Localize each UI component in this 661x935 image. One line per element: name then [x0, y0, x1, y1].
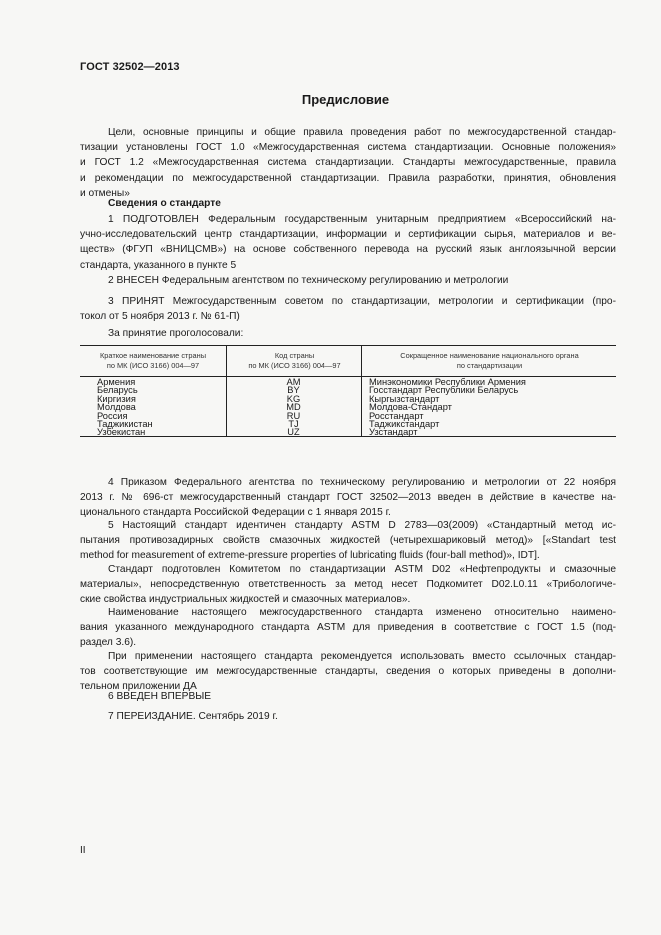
country-name-cell: Киргизия: [97, 393, 136, 404]
paragraph-line: тов соответствующие им межгосударственные стандарты, сведения о которых приведены в дополни-: [80, 666, 616, 678]
paragraph-line: материалы», непосредственную ответственность за метод несет Подкомитет D02.L0.11 «Трибологиче-: [80, 579, 616, 591]
item-1-paragraph: [80, 212, 616, 273]
paragraph-line: тизации установлены ГОСТ 1.0 «Межгосударственная система стандартизации. Основные положения»: [80, 142, 616, 154]
voted-label: За принятие проголосовали:: [108, 328, 244, 339]
paragraph-line: токол от 5 ноября 2013 г. № 61-П): [80, 311, 240, 323]
item-2-paragraph: [80, 273, 616, 288]
header-country-name: Краткое наименование страны по МК (ИСО 3166) 004—97: [99, 351, 207, 370]
paragraph-line: method for measurement of extreme-pressure properties of lubricating fluids (four-ball method)», IDT].: [80, 550, 540, 562]
standards-body-cell: Минэкономики Республики Армения: [369, 377, 526, 387]
paragraph-line: вания указанного международного стандарта ASTM для приведения в соответствие с ГОСТ 1.5 (под-: [80, 622, 616, 634]
paragraph-line: пытания противозадирных свойств смазочных жидкостей (четырехшариковый метод)» [«Standart test: [80, 535, 616, 547]
paragraph-line: 3 ПРИНЯТ Межгосударственным советом по стандартизации, метрологии и сертификации (про-: [108, 296, 616, 307]
paragraph-line: и отмены»: [80, 187, 130, 199]
country-code-cell: AM: [286, 377, 301, 387]
paragraph-line: При применении настоящего стандарта рекомендуется использовать вместо ссылочных стандар-: [108, 651, 616, 662]
document-code: ГОСТ 32502—2013: [80, 61, 180, 73]
paragraph-line: учно-исследовательский центр стандартизации, информации и сертификации сырья, материалов и ве-: [80, 229, 616, 241]
votes-table-header: [80, 346, 616, 377]
country-name-cell: Молдова: [97, 402, 136, 413]
country-code-cell: UZ: [287, 427, 300, 438]
country-name-cell: Беларусь: [97, 385, 138, 396]
paragraph-line: ществ» (ФГУП «ВНИЦСМВ») на основе собственного перевода на русский язык англоязычной версии: [80, 244, 616, 256]
country-code-cell: MD: [286, 402, 301, 413]
intro-paragraph: [80, 125, 616, 201]
paragraph-line: ские свойства индустриальных жидкостей и смазочных материалов».: [80, 594, 411, 606]
paragraph-line: Стандарт подготовлен Комитетом по стандартизации ASTM D02 «Нефтепродукты и смазочные: [108, 564, 616, 575]
paragraph-line: раздел 3.6).: [80, 637, 137, 649]
paragraph-line: и рекомендации по межгосударственной стандартизации. Правила разработки, принятия, обновления: [80, 172, 616, 184]
item-5-title-change-paragraph: [80, 605, 616, 651]
item-6-paragraph: [80, 689, 616, 704]
item-5-paragraph: [80, 518, 616, 564]
country-code-cell: BY: [287, 385, 300, 396]
page-number: II: [80, 845, 86, 856]
paragraph-line: 1 ПОДГОТОВЛЕН Федеральным государственным унитарным предприятием «Всероссийский на-: [108, 214, 616, 225]
item-5-references-paragraph: [80, 649, 616, 695]
standards-body-cell: Госстандарт Республики Беларусь: [369, 385, 519, 396]
paragraph-line: стандарта, указанного в пункте 5: [80, 259, 237, 271]
paragraph-line: 5 Настоящий стандарт идентичен стандарту ASTM D 2783—03(2009) «Стандартный метод ис-: [108, 520, 616, 531]
paragraph-line: 6 ВВЕДЕН ВПЕРВЫЕ: [108, 691, 212, 702]
standards-body-cell: Узстандарт: [369, 427, 418, 438]
paragraph-line: 7 ПЕРЕИЗДАНИЕ. Сентябрь 2019 г.: [108, 711, 278, 722]
country-code-cell: KG: [286, 393, 301, 404]
standards-body-cell: Кыргызстандарт: [369, 393, 440, 404]
paragraph-line: и ГОСТ 1.2 «Межгосударственная система стандартизации. Стандарты межгосударственные, правила: [80, 157, 616, 169]
country-name-cell: Армения: [97, 377, 136, 387]
standards-body-cell: Молдова-Стандарт: [369, 402, 452, 413]
paragraph-line: Цели, основные принципы и общие правила проведения работ по межгосударственной стандар-: [108, 127, 616, 138]
paragraph-line: Наименование настоящего межгосударственного стандарта изменено относительно наимено-: [108, 607, 616, 618]
country-code-cell: RU: [286, 410, 301, 421]
table-row: [80, 427, 616, 439]
item-3-paragraph: [80, 294, 616, 324]
country-name-cell: Россия: [97, 410, 128, 421]
country-name-cell: Таджикистан: [97, 419, 153, 429]
paragraph-line: 2 ВНЕСЕН Федеральным агентством по техническому регулированию и метрологии: [108, 275, 509, 286]
item-5-committee-paragraph: [80, 562, 616, 608]
header-country-code: Код страны по МК (ИСО 3166) 004—97: [248, 351, 341, 370]
item-7-paragraph: [80, 709, 616, 724]
paragraph-line: ционального стандарта Российской Федерации с 1 января 2015 г.: [80, 507, 391, 519]
country-code-cell: TJ: [288, 419, 299, 429]
section-title: Сведения о стандарте: [108, 198, 221, 209]
page-title: Предисловие: [301, 92, 390, 107]
country-name-cell: Узбекистан: [97, 427, 146, 438]
votes-table-body: [80, 377, 616, 436]
paragraph-line: тельном приложении ДА: [80, 681, 197, 693]
header-standards-body: Сокращенное наименование национального органа по стандартизации: [400, 351, 579, 370]
paragraph-line: 2013 г. № 696-ст межгосударственный стандарт ГОСТ 32502—2013 введен в действие в качестве на-: [80, 492, 616, 504]
paragraph-line: 4 Приказом Федерального агентства по техническому регулированию и метрологии от 22 ноября: [108, 477, 616, 488]
item-4-paragraph: [80, 475, 616, 521]
votes-table: [80, 345, 616, 437]
standards-body-cell: Таджикстандарт: [369, 419, 440, 429]
standards-body-cell: Росстандарт: [369, 410, 424, 421]
